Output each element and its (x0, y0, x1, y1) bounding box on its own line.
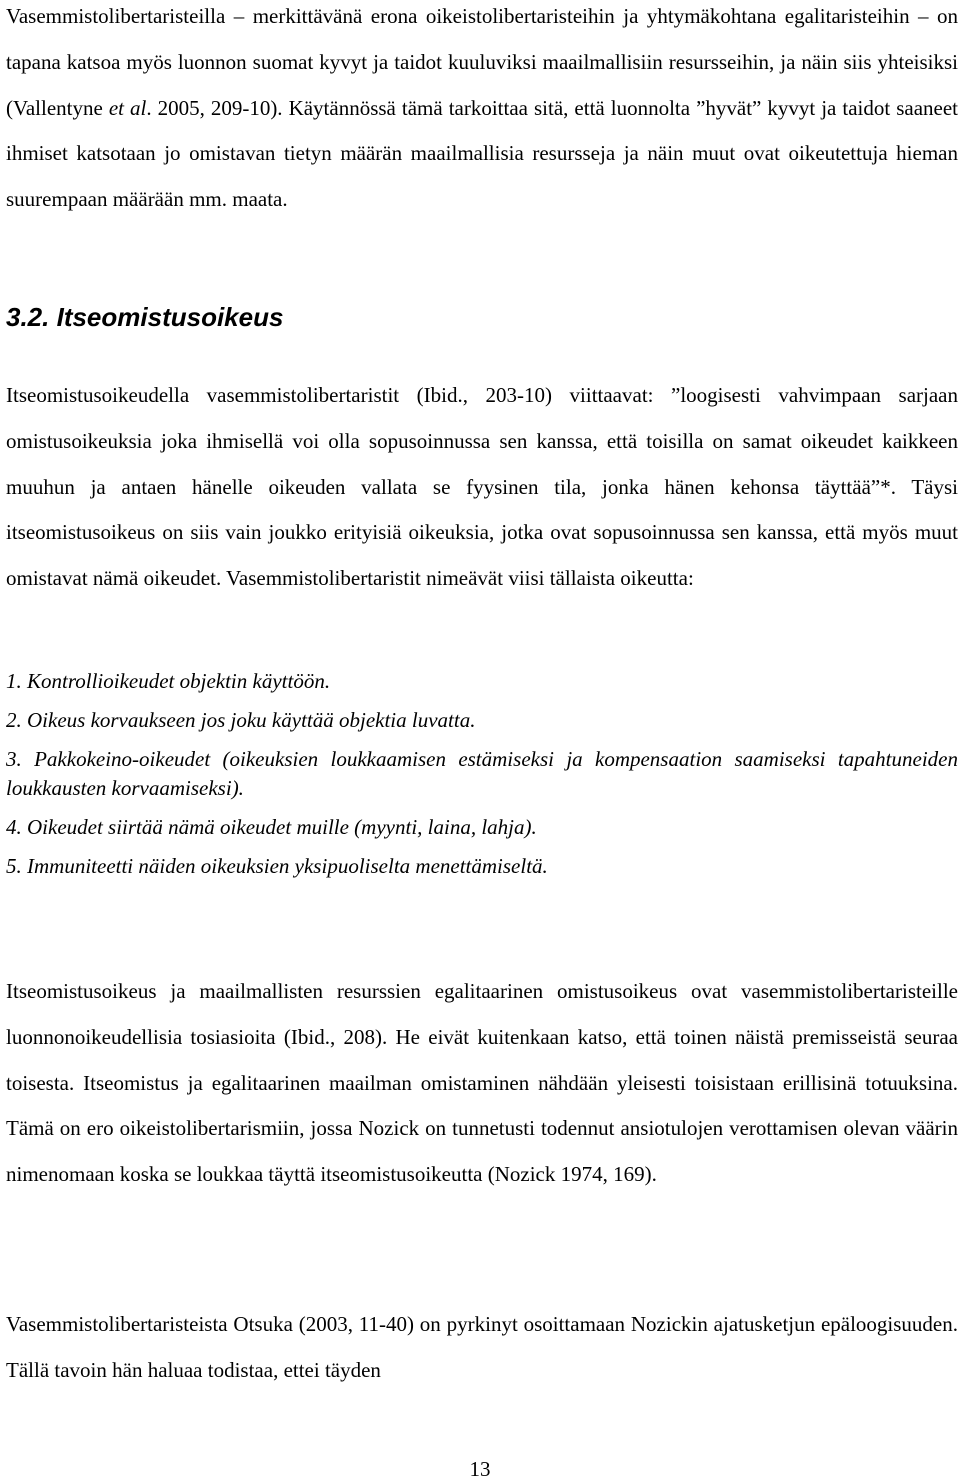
intro-text-end: . 2005, 209-10). Käytännössä tämä tarkoittaa sitä, että luonnolta ”hyvät” kyvyt ja taidot saaneet ihmiset katsotaan jo omistavan tietyn määrän maailmallisia resursseja ja näin muut ovat oikeutettuja hieman suurempaan määrään mm. maata. (6, 95, 958, 212)
intro-paragraph (6, 0, 958, 223)
intro-text-start: Vasemmistolibertaristeilla – merkittävänä erona oikeistolibertaristeihin ja yhtymäkohtana egalitaristeihin – on tapana katsoa myös luonnon suomat kyvyt ja taidot kuuluviksi maailmallisiin resursseihin, ja näin siis yhteisiksi (Vallentyne (6, 4, 958, 120)
otsuka-paragraph: Vasemmistolibertaristeista Otsuka (2003, 11-40) on pyrkinyt osoittamaan Nozickin ajatusketjun epäloogisuuden. Tällä tavoin hän haluaa todistaa, ettei täyden (6, 1312, 958, 1382)
intro-italic-et-al: et al (108, 95, 147, 120)
list-item: 5. Immuniteetti näiden oikeuksien yksipuoliselta menettämiseltä. (6, 854, 548, 878)
egalitarian-paragraph: Itseomistusoikeus ja maailmallisten resurssien egalitaarinen omistusoikeus ovat vasemmistolibertaristeille luonnonoikeudellisia tosiasioita (Ibid., 208). He eivät kuitenkaan katso, että toinen näistä premisseistä seuraa toisesta. Itseomistus ja egalitaarinen maailman omistaminen nähdään yleisesti toisistaan erillisinä totuuksina. Tämä on ero oikeistolibertarismiin, jossa Nozick on tunnetusti todennut ansiotulojen verottamisen olevan väärin nimenomaan koska se loukkaa täyttä itseomistusoikeutta (Nozick 1974, 169). (6, 979, 958, 1187)
page-number: 13 (469, 1457, 491, 1481)
self-ownership-paragraph: Itseomistusoikeudella vasemmistolibertaristit (Ibid., 203-10) viittaavat: ”loogisesti vahvimpaan sarjaan omistusoikeuksia joka ihmisellä voi olla sopusoinnussa sen kanssa, että toisilla on samat oikeudet kaikkeen muuhun ja antaen hänelle oikeuden vallata se fyysinen tila, jonka hänen kehonsa täyttää”*. Täysi itseomistusoikeus on siis vain joukko erityisiä oikeuksia, jotka ovat sopusoinnussa sen kanssa, että myös muut omistavat nämä oikeudet. Vasemmistolibertaristit nimeävät viisi tällaista oikeutta: (6, 383, 958, 591)
list-item: 2. Oikeus korvaukseen jos joku käyttää objektia luvatta. (6, 708, 476, 732)
list-item: 1. Kontrollioikeudet objektin käyttöön. (6, 669, 331, 693)
rights-list (6, 667, 958, 891)
section-heading: 3.2. Itseomistusoikeus (6, 302, 284, 332)
list-item: 3. Pakkokeino-oikeudet (oikeuksien loukkaamisen estämiseksi ja kompensaation saamiseksi tapahtuneiden loukkausten korvaamiseksi). (6, 747, 958, 800)
list-item: 4. Oikeudet siirtää nämä oikeudet muille (myynti, laina, lahja). (6, 815, 537, 839)
